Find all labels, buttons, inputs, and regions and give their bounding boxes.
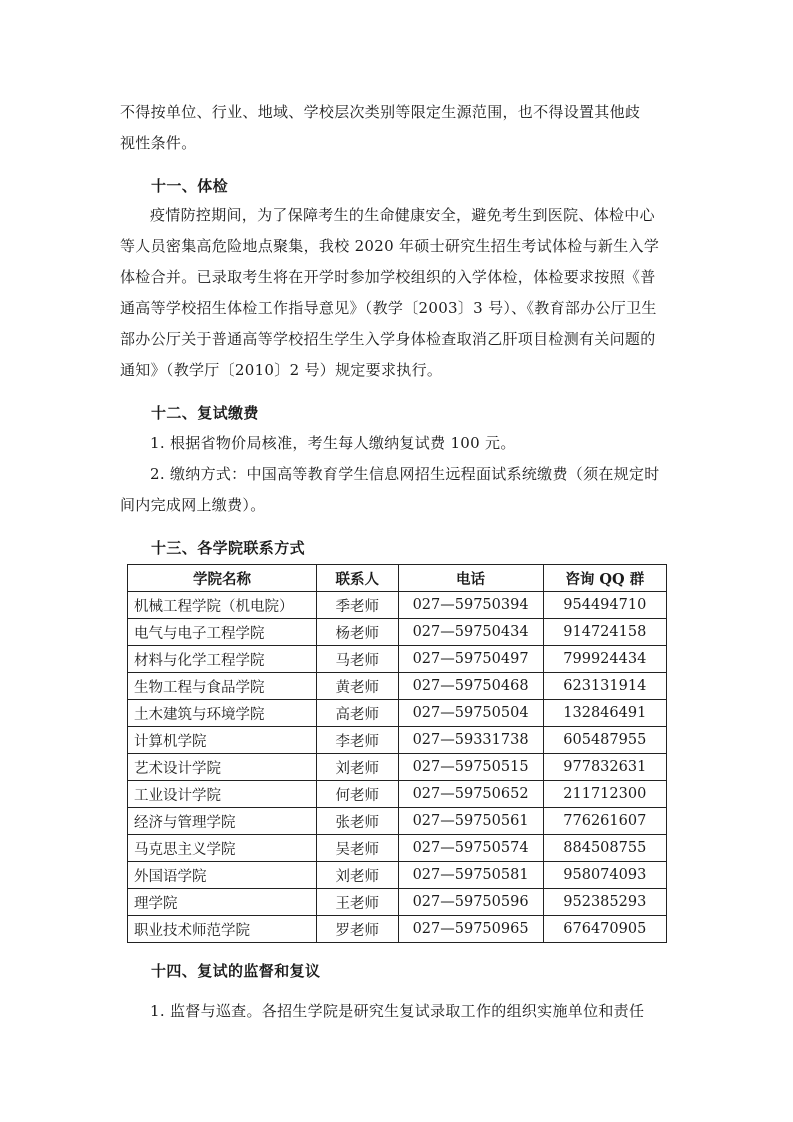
table-row xyxy=(128,673,667,700)
cell-qq-group: 776261607 xyxy=(543,808,666,835)
header-phone: 电话 xyxy=(398,565,543,592)
cell-phone: 027—59750515 xyxy=(398,754,543,781)
section-13-heading: 十三、各学院联系方式 xyxy=(151,539,306,557)
cell-qq-group: 623131914 xyxy=(543,673,666,700)
cell-qq-group: 799924434 xyxy=(543,646,666,673)
table-row xyxy=(128,754,667,781)
cell-phone: 027—59750468 xyxy=(398,673,543,700)
cell-college-name: 机械工程学院（机电院） xyxy=(128,592,317,619)
cell-contact-person: 吴老师 xyxy=(317,835,399,862)
cell-qq-group: 952385293 xyxy=(543,889,666,916)
cell-college-name: 经济与管理学院 xyxy=(128,808,317,835)
section-14-heading: 十四、复试的监督和复议 xyxy=(151,962,321,980)
intro-line-2: 视性条件。 xyxy=(120,134,197,152)
cell-phone: 027—59750652 xyxy=(398,781,543,808)
cell-qq-group: 954494710 xyxy=(543,592,666,619)
table-row xyxy=(128,835,667,862)
section-12-item-2: 2. 缴纳方式：中国高等教育学生信息网招生远程面试系统缴费（须在规定时间内完成网上缴费）。 xyxy=(120,465,660,514)
cell-college-name: 艺术设计学院 xyxy=(128,754,317,781)
cell-qq-group: 676470905 xyxy=(543,916,666,943)
cell-phone: 027—59750581 xyxy=(398,862,543,889)
cell-phone: 027—59750394 xyxy=(398,592,543,619)
table-row xyxy=(128,700,667,727)
cell-college-name: 生物工程与食品学院 xyxy=(128,673,317,700)
section-11-paragraph: 疫情防控期间，为了保障考生的生命健康安全，避免考生到医院、体检中心等人员密集高危险地点聚集，我校 2020 年硕士研究生招生考试体检与新生入学体检合并。已录取考生将在开学时参加学校组织的入学体检，体检要求按照《普通高等学校招生体检工作指导意见》（教学〔2003〕3 号）、《教育部办公厅卫生部办公厅关于普通高等学校招生学生入学身体检查取消乙肝项目检测有关问题的通知》（教学厅〔2010〕2 号）规定要求执行。 xyxy=(120,206,660,379)
cell-college-name: 马克思主义学院 xyxy=(128,835,317,862)
header-college-name: 学院名称 xyxy=(128,565,317,592)
cell-phone: 027—59750497 xyxy=(398,646,543,673)
cell-qq-group: 884508755 xyxy=(543,835,666,862)
table-header-row xyxy=(128,565,667,592)
table-row xyxy=(128,916,667,943)
cell-contact-person: 黄老师 xyxy=(317,673,399,700)
cell-contact-person: 杨老师 xyxy=(317,619,399,646)
table-row xyxy=(128,808,667,835)
cell-phone: 027—59750504 xyxy=(398,700,543,727)
cell-phone: 027—59750434 xyxy=(398,619,543,646)
cell-contact-person: 刘老师 xyxy=(317,754,399,781)
cell-phone: 027—59750561 xyxy=(398,808,543,835)
intro-line-1: 不得按单位、行业、地域、学校层次类别等限定生源范围，也不得设置其他歧 xyxy=(120,103,641,121)
section-14-item-1: 1. 监督与巡查。各招生学院是研究生复试录取工作的组织实施单位和责任 xyxy=(150,1002,645,1020)
cell-contact-person: 刘老师 xyxy=(317,862,399,889)
cell-contact-person: 王老师 xyxy=(317,889,399,916)
cell-phone: 027—59750596 xyxy=(398,889,543,916)
cell-contact-person: 高老师 xyxy=(317,700,399,727)
cell-qq-group: 132846491 xyxy=(543,700,666,727)
cell-college-name: 电气与电子工程学院 xyxy=(128,619,317,646)
table-row xyxy=(128,862,667,889)
cell-contact-person: 罗老师 xyxy=(317,916,399,943)
cell-qq-group: 605487955 xyxy=(543,727,666,754)
cell-contact-person: 李老师 xyxy=(317,727,399,754)
header-contact-person: 联系人 xyxy=(317,565,399,592)
header-qq-group: 咨询 QQ 群 xyxy=(543,565,666,592)
table-row xyxy=(128,889,667,916)
table-row xyxy=(128,592,667,619)
cell-college-name: 工业设计学院 xyxy=(128,781,317,808)
table-row xyxy=(128,727,667,754)
cell-contact-person: 张老师 xyxy=(317,808,399,835)
cell-phone: 027—59750574 xyxy=(398,835,543,862)
cell-contact-person: 马老师 xyxy=(317,646,399,673)
cell-college-name: 计算机学院 xyxy=(128,727,317,754)
cell-qq-group: 914724158 xyxy=(543,619,666,646)
table-row xyxy=(128,781,667,808)
table-row xyxy=(128,619,667,646)
section-11-heading: 十一、体检 xyxy=(151,177,229,195)
cell-college-name: 外国语学院 xyxy=(128,862,317,889)
section-12-item-1: 1. 根据省物价局核准，考生每人缴纳复试费 100 元。 xyxy=(150,434,516,452)
cell-phone: 027—59331738 xyxy=(398,727,543,754)
cell-contact-person: 季老师 xyxy=(317,592,399,619)
cell-college-name: 材料与化学工程学院 xyxy=(128,646,317,673)
college-contacts-table xyxy=(127,564,667,943)
section-12-heading: 十二、复试缴费 xyxy=(151,404,259,422)
cell-college-name: 理学院 xyxy=(128,889,317,916)
cell-qq-group: 977832631 xyxy=(543,754,666,781)
cell-phone: 027—59750965 xyxy=(398,916,543,943)
table-row xyxy=(128,646,667,673)
cell-college-name: 土木建筑与环境学院 xyxy=(128,700,317,727)
cell-college-name: 职业技术师范学院 xyxy=(128,916,317,943)
cell-contact-person: 何老师 xyxy=(317,781,399,808)
cell-qq-group: 211712300 xyxy=(543,781,666,808)
cell-qq-group: 958074093 xyxy=(543,862,666,889)
